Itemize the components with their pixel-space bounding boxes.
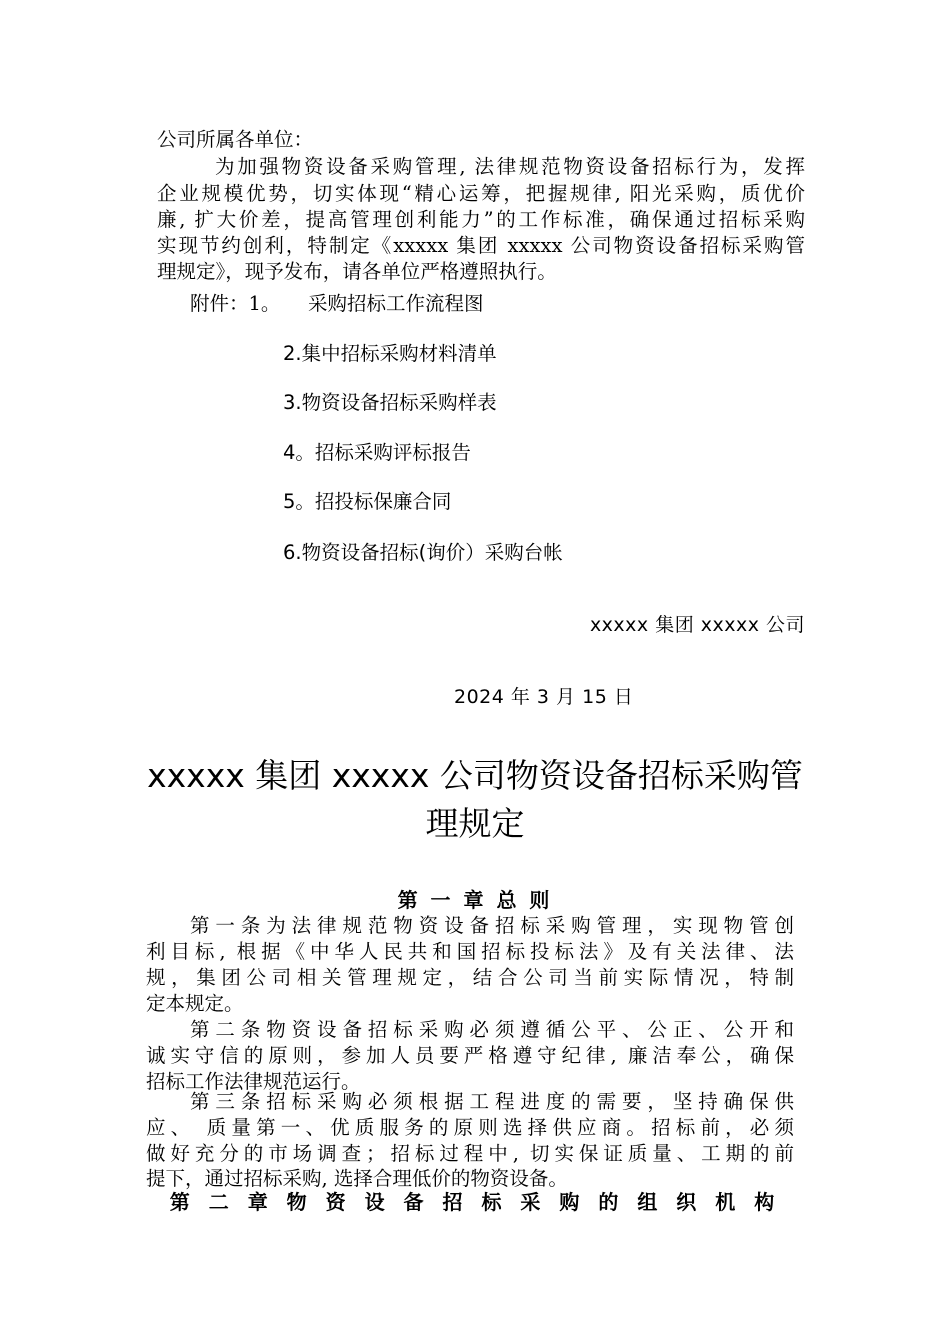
chapter-2-heading: 第 二 章 物 资 设 备 招 标 采 购 的 组 织 机 构 (169, 1190, 781, 1214)
article-line: 做好充分的市场调查；招标过程中, 切实保证质量、工期的前 (146, 1142, 794, 1165)
article-line: 第二条物资设备招标采购必须遵循公平、公正、公开和 (190, 1018, 794, 1041)
article-line: 应、 质量第一、优质服务的原则选择供应商。招标前，必须 (146, 1116, 794, 1139)
document-title-line2: 理规定 (425, 804, 525, 843)
attachment-item: 6.物资设备招标(询价）采购台帐 (283, 541, 563, 564)
article-line: 提下，通过招标采购, 选择合理低价的物资设备。 (146, 1167, 568, 1190)
letter-paragraph-line: 为加强物资设备采购管理, 法律规范物资设备招标行为，发挥 (215, 155, 805, 178)
article-line: 第三条招标采购必须根据工程进度的需要，坚持确保供 (190, 1090, 794, 1113)
letter-salutation: 公司所属各单位： (157, 128, 314, 151)
signature-company: xxxxx 集团 xxxxx 公司 (589, 614, 805, 636)
letter-paragraph-line: 企业规模优势，切实体现“精心运筹，把握规律, 阳光采购，质优价 (157, 182, 805, 205)
signature-date: 2024 年 3 月 15 日 (454, 686, 634, 708)
document-title-line1: xxxxx 集团 xxxxx 公司物资设备招标采购管 (147, 756, 803, 795)
chapter-1-heading: 第 一 章 总 则 (397, 888, 553, 912)
article-line: 诚实守信的原则，参加人员要严格遵守纪律, 廉洁奉公，确保 (146, 1044, 794, 1067)
letter-paragraph-line: 理规定》，现予发布，请各单位严格遵照执行。 (157, 260, 557, 283)
article-line: 第一条为法律规范物资设备招标采购管理，实现物管创 (190, 914, 794, 937)
article-line: 利目标, 根据《中华人民共和国招标投标法》及有关法律、法 (146, 940, 794, 963)
attachment-item: 3.物资设备招标采购样表 (283, 391, 497, 414)
article-line: 招标工作法律规范运行。 (146, 1070, 361, 1093)
letter-paragraph-line: 廉, 扩大价差，提高管理创利能力”的工作标准，确保通过招标采购 (157, 208, 805, 231)
article-line: 规，集团公司相关管理规定，结合公司当前实际情况，特制 (146, 966, 794, 989)
article-line: 定本规定。 (146, 992, 244, 1015)
letter-paragraph-line: 实现节约创利，特制定《xxxxx 集团 xxxxx 公司物资设备招标采购管 (157, 234, 805, 257)
attachments-prefix: 附件：1。 (190, 292, 281, 315)
attachment-item: 4。招标采购评标报告 (283, 441, 471, 464)
attachment-item: 5。招投标保廉合同 (283, 490, 452, 513)
attachment-item: 2.集中招标采购材料清单 (283, 342, 497, 365)
attachment-item: 采购招标工作流程图 (308, 292, 484, 315)
